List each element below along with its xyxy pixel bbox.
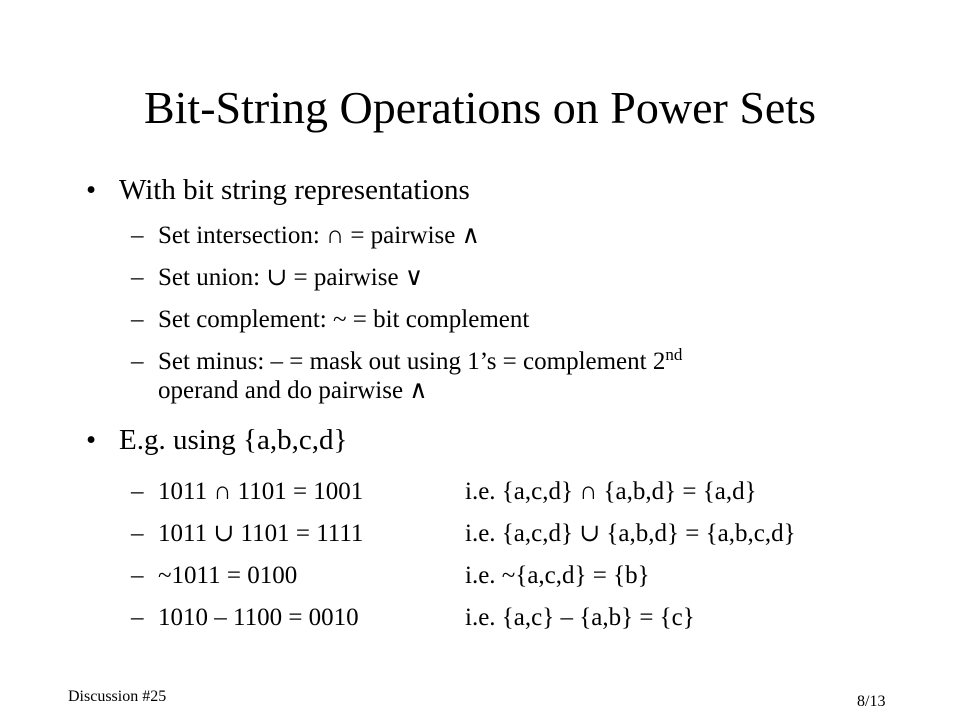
example-expr: 1011 ∩ 1101 = 1001 xyxy=(158,478,364,505)
superscript: nd xyxy=(665,345,683,364)
sub-item-minus xyxy=(131,345,683,376)
sub-item-text: Set complement: ~ = bit complement xyxy=(158,306,530,333)
dash: – xyxy=(131,520,144,547)
bullet-glyph: • xyxy=(86,174,97,206)
bullet-example: E.g. using {a,b,c,d} xyxy=(119,424,348,456)
sub-item-minus-continuation: operand and do pairwise ∧ xyxy=(158,377,428,404)
sub-item-intersection xyxy=(131,222,480,250)
dash: – xyxy=(131,306,144,333)
bullet-with-bit-string: With bit string representations xyxy=(119,174,470,206)
dash: – xyxy=(131,478,144,505)
sub-item-complement xyxy=(131,306,529,334)
dash: – xyxy=(131,348,144,375)
sub-item-text: Set minus: – = mask out using 1’s = complement 2 xyxy=(158,348,666,375)
example-ie: i.e. {a,c,d} ∪ {a,b,d} = {a,b,c,d} xyxy=(465,520,796,547)
example-expr: 1011 ∪ 1101 = 1111 xyxy=(158,520,364,547)
dash: – xyxy=(131,222,144,249)
example-ie: i.e. {a,c} – {a,b} = {c} xyxy=(465,604,695,631)
sub-item-union xyxy=(131,264,423,292)
sub-item-text: Set union: ∪ = pairwise ∨ xyxy=(158,264,424,291)
dash: – xyxy=(131,604,144,631)
example-ie: i.e. ~{a,c,d} = {b} xyxy=(465,562,650,589)
slide-title: Bit-String Operations on Power Sets xyxy=(143,82,817,133)
dash: – xyxy=(131,562,144,589)
example-row-minus xyxy=(131,604,158,632)
footer-course-label: Discussion #25 xyxy=(68,688,167,705)
footer-page-number: 8/13 xyxy=(857,693,886,710)
dash: – xyxy=(131,264,144,291)
sub-item-text: Set intersection: ∩ = pairwise ∧ xyxy=(158,222,480,249)
example-row-intersection xyxy=(131,478,158,506)
example-ie: i.e. {a,c,d} ∩ {a,b,d} = {a,d} xyxy=(465,478,757,505)
example-expr: ~1011 = 0100 xyxy=(158,562,298,589)
bullet-glyph: • xyxy=(86,424,97,456)
example-expr: 1010 – 1100 = 0010 xyxy=(158,604,359,631)
example-row-union xyxy=(131,520,158,548)
example-row-complement xyxy=(131,562,158,590)
